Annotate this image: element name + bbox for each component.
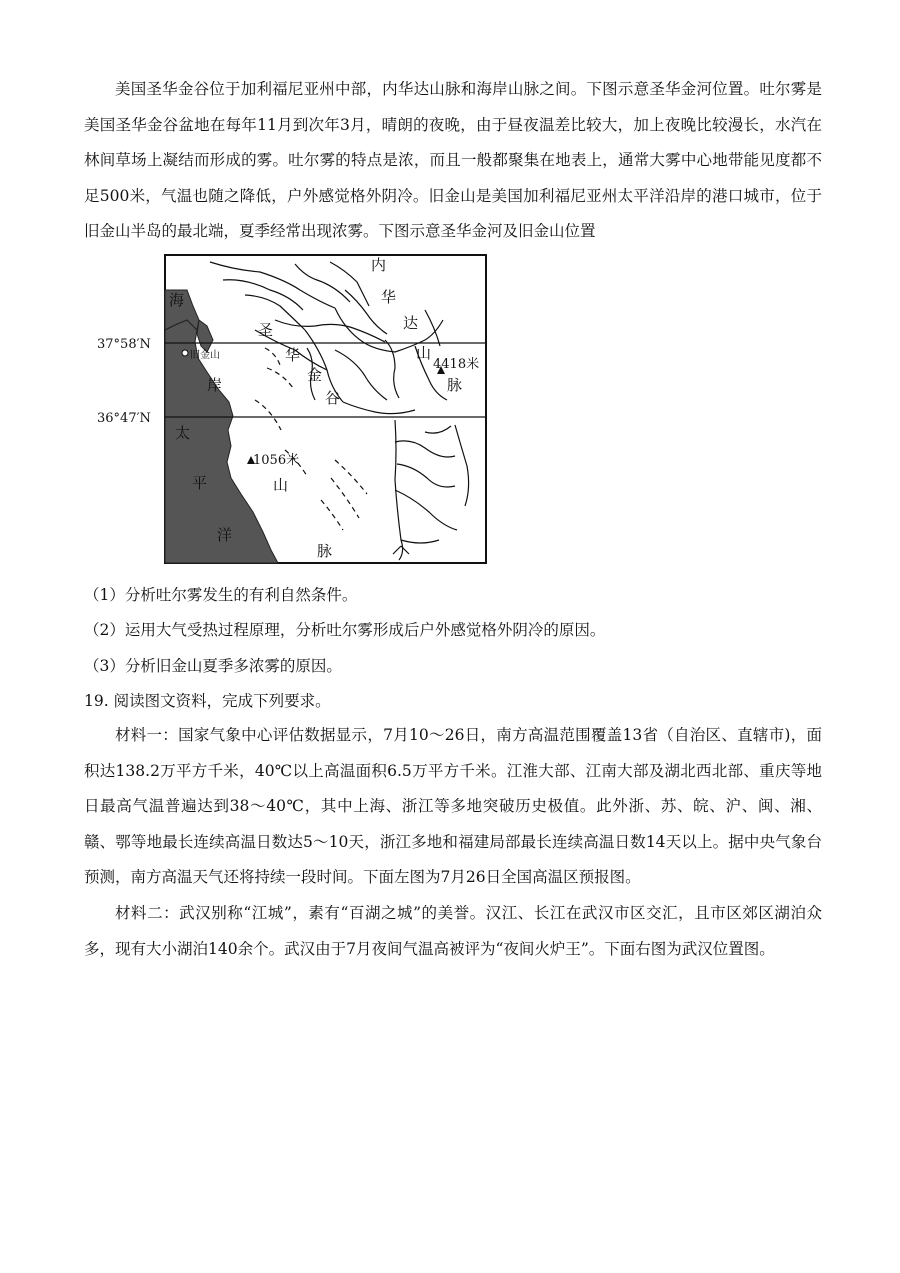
valley-char-4: 谷 [325, 389, 341, 407]
valley-char-3: 金 [307, 366, 323, 384]
ocean-char-1: 太 [175, 424, 191, 442]
material-1: 材料一：国家气象中心评估数据显示，7月10～26日，南方高温范围覆盖13省（自治区、直辖市)，面积达138.2万平方千米，40℃以上高温面积6.5万平方千米。江淮大部、江南大部及湖北西北部、重庆等地日最高气温普遍达到38～40℃，其中上海、浙江等多地突破历史极值。此外浙、苏、皖、沪、闽、湘、赣、鄂等地最长连续高温日数达5～10天，浙江多地和福建局部最长连续高温日数14天以上。据中央气象台预测，南方高温天气还将持续一段时间。下面左图为7月26日全国高温区预报图。 [84, 726, 822, 886]
question-1: （1）分析吐尔雾发生的有利自然条件。 [84, 586, 358, 604]
lat-south-label: 36°47′N [97, 411, 151, 426]
coast-mtn-char-2: 脉 [317, 542, 333, 560]
sierra-char-5: 脉 [447, 376, 463, 394]
material-2: 材料二：武汉别称“江城”，素有“百湖之城”的美誉。汉江、长江在武汉市区交汇，且市区郊区湖泊众多，现有大小湖泊140余个。武汉由于7月夜间气温高被评为“夜间火炉王”。下面右图为武汉位置图。 [84, 904, 822, 958]
valley-char-2: 华 [285, 346, 301, 364]
question-3: （3）分析旧金山夏季多浓雾的原因。 [84, 657, 342, 675]
intro-paragraph: 美国圣华金谷位于加利福尼亚州中部，内华达山脉和海岸山脉之间。下图示意圣华金河位置。吐尔雾是美国圣华金谷盆地在每年11月到次年3月，晴朗的夜晚，由于昼夜温差比较大，加上夜晚比较漫长，水汽在林间草场上凝结而形成的雾。吐尔雾的特点是浓，而且一般都聚集在地表上，通常大雾中心地带能见度都不足500米，气温也随之降低，户外感觉格外阴冷。旧金山是美国加利福尼亚州太平洋沿岸的港口城市，位于旧金山半岛的最北端，夏季经常出现浓雾。下图示意圣华金河及旧金山位置 [84, 80, 822, 240]
san-francisco-marker [182, 350, 188, 356]
sea-char-2: 岸 [207, 376, 223, 394]
sierra-char-1: 内 [371, 256, 387, 274]
san-joaquin-map [95, 250, 495, 568]
peak-east-label: 4418米 [433, 357, 480, 372]
sierra-char-4: 山 [416, 344, 432, 362]
peak-west-label: 1056米 [253, 453, 300, 468]
question-2: （2）运用大气受热过程原理，分析吐尔雾形成后户外感觉格外阴冷的原因。 [84, 621, 606, 639]
ocean-char-3: 洋 [217, 526, 233, 544]
sierra-char-2: 华 [381, 288, 397, 306]
valley-char-1: 圣 [258, 321, 274, 339]
lat-north-label: 37°58′N [97, 337, 151, 352]
sierra-char-3: 达 [403, 314, 419, 332]
sea-char-1: 海 [169, 291, 185, 309]
q19-title: 19. 阅读图文资料，完成下列要求。 [84, 692, 331, 710]
ocean-char-2: 平 [192, 474, 208, 492]
san-francisco-label: 旧金山 [190, 350, 220, 361]
coast-mtn-char-1: 山 [273, 476, 289, 494]
